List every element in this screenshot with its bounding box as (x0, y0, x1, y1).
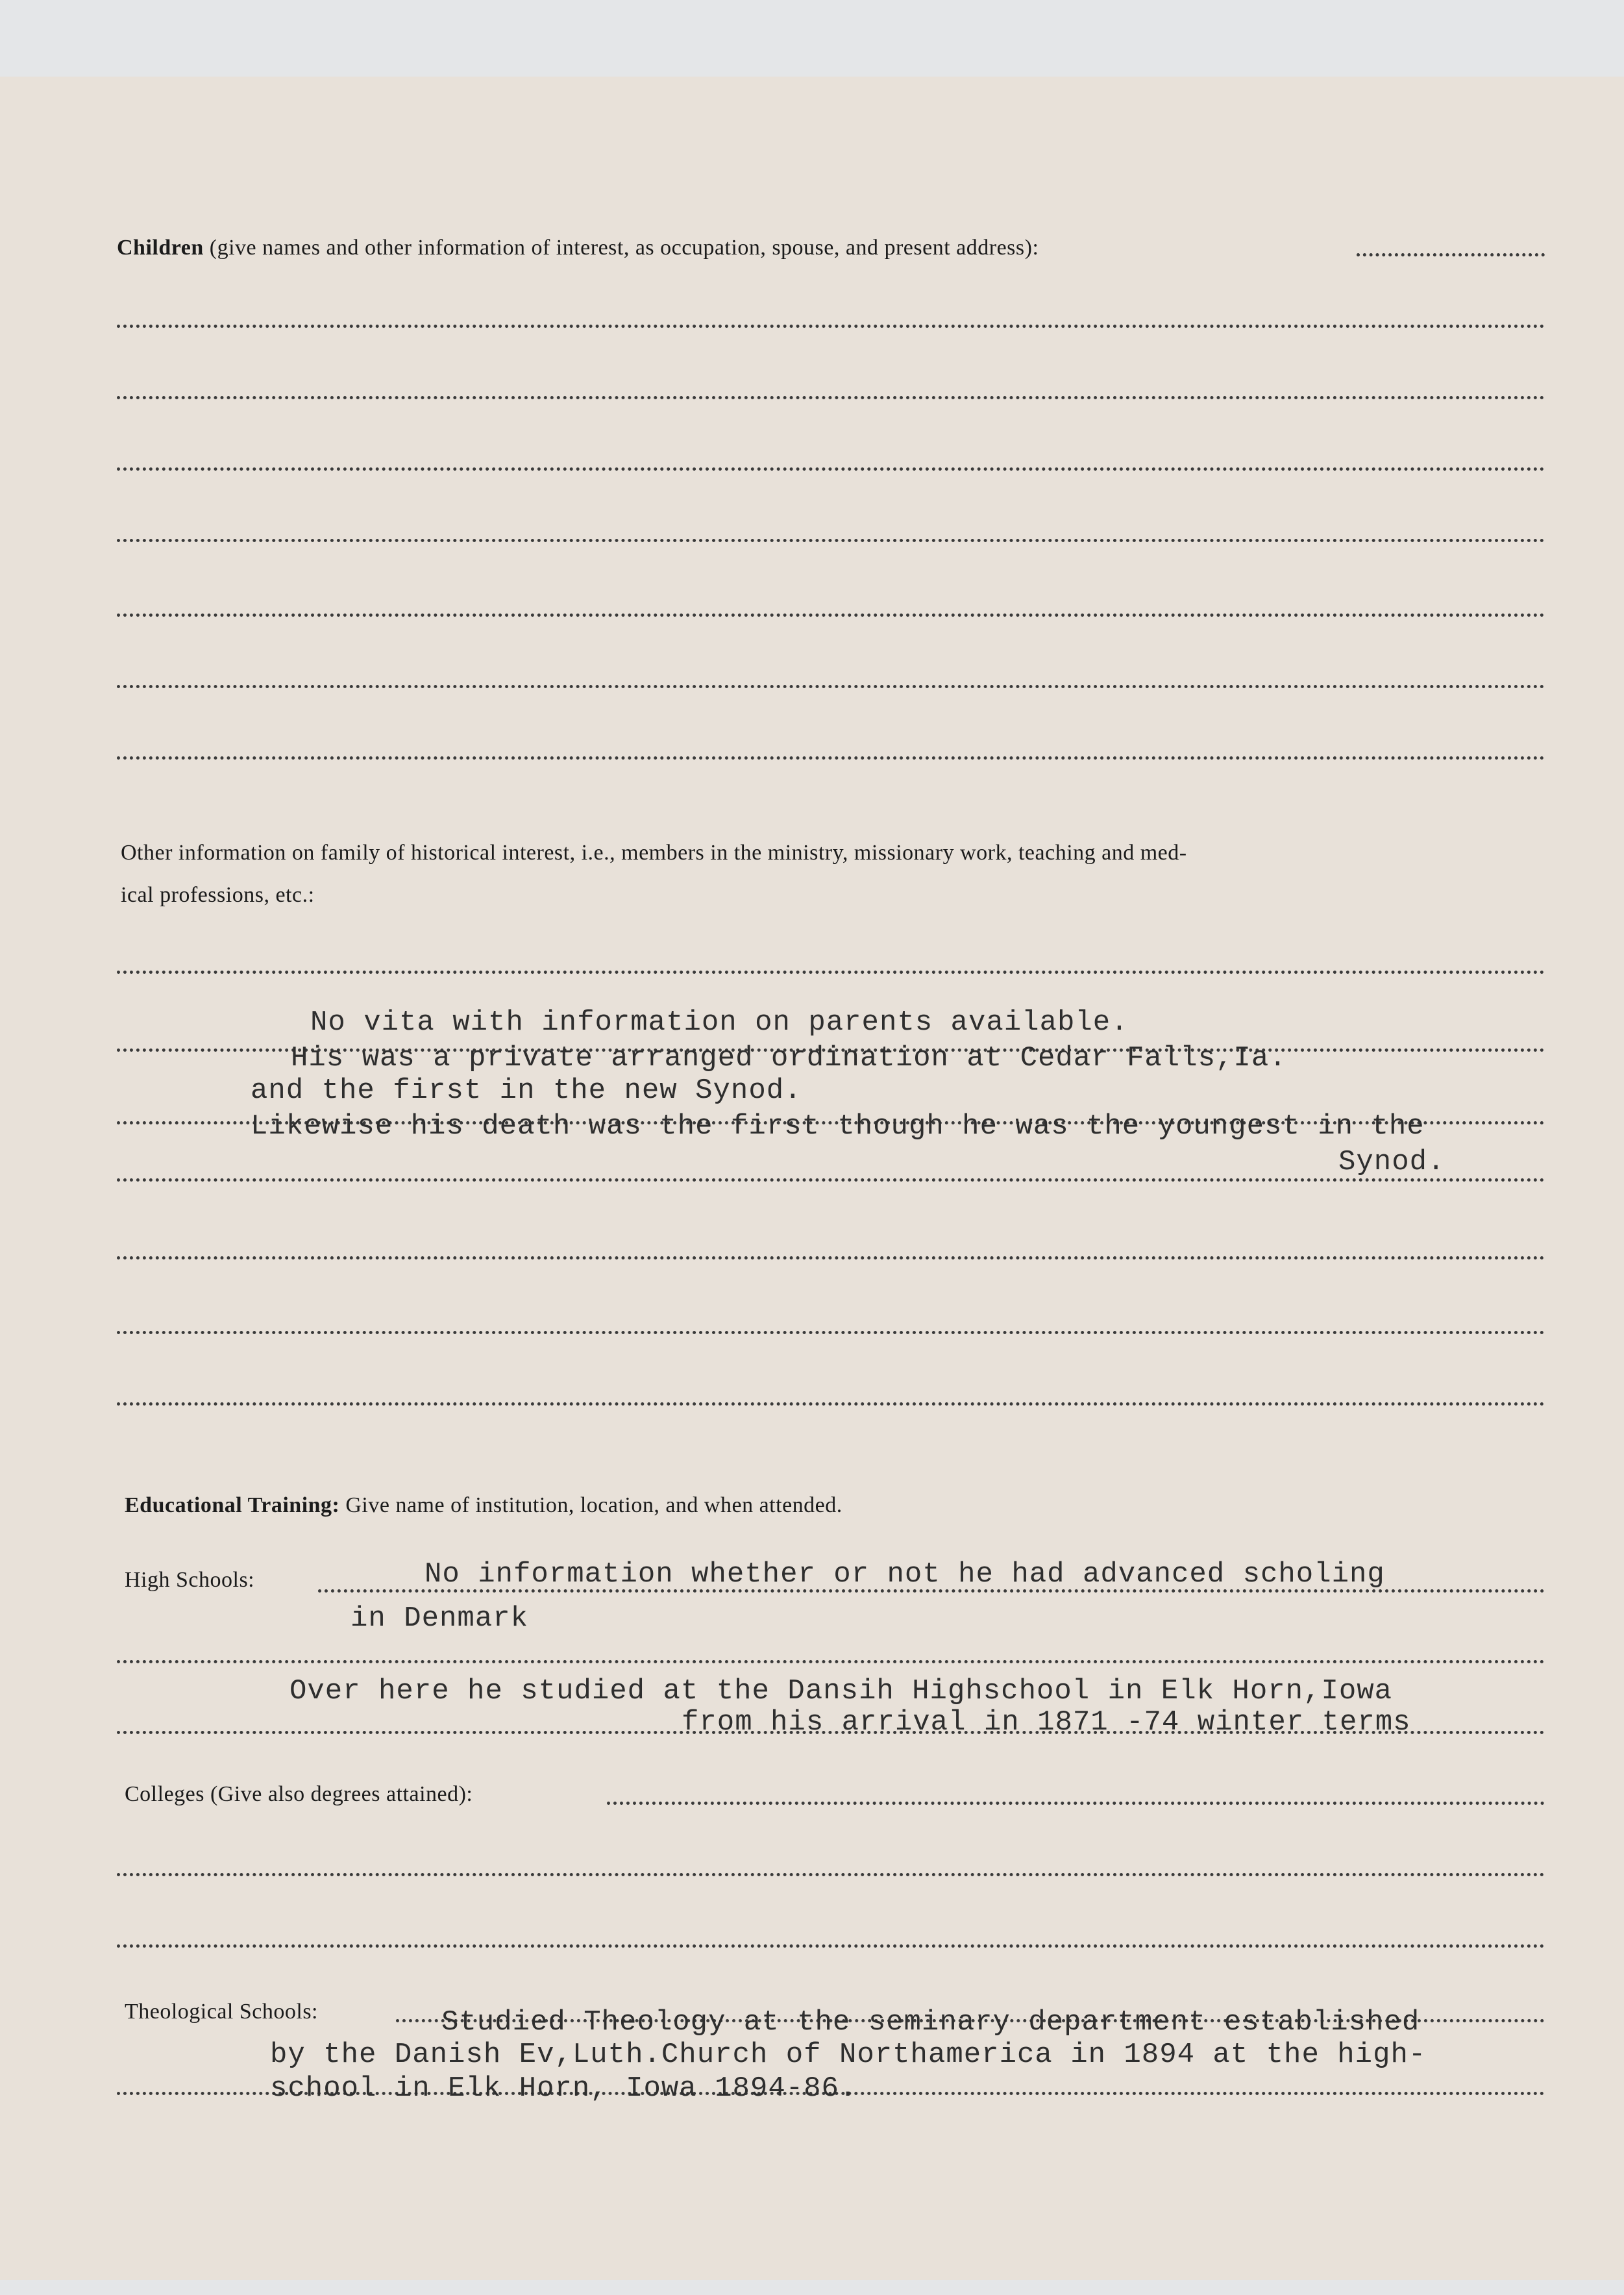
children-heading (117, 236, 1039, 260)
other-info-typed-line3: and the first in the new Synod. (251, 1074, 802, 1107)
colleges-answer-line-3 (117, 1944, 1545, 1948)
children-answer-line-4 (117, 539, 1545, 542)
children-answer-line-0 (1357, 253, 1545, 256)
children-answer-line-7 (117, 756, 1545, 760)
theological-typed-line2: by the Danish Ev,Luth.Church of Northamerica in 1894 at the high- (270, 2039, 1427, 2071)
other-info-answer-line-1 (117, 971, 1545, 974)
high-schools-typed-line1: No information whether or not he had advanced scholing (424, 1558, 1385, 1591)
other-info-answer-line-5 (117, 1256, 1545, 1259)
education-heading-rest: Give name of institution, location, and when attended. (345, 1493, 843, 1517)
other-info-typed-line1: No vita with information on parents available. (310, 1006, 1129, 1039)
children-answer-line-1 (117, 325, 1545, 328)
scan-bottom-edge (0, 2280, 1624, 2295)
other-info-prompt-line1: Other information on family of historical interest, i.e., members in the ministry, missionary work, teaching and med- (121, 841, 1187, 865)
colleges-answer-line-2 (117, 1873, 1545, 1876)
other-info-answer-line-7 (117, 1402, 1545, 1406)
high-schools-answer-line-2 (117, 1660, 1545, 1663)
theological-typed-line1: Studied Theology at the seminary department established (441, 2006, 1420, 2039)
other-info-typed-line2: His was a private arranged ordination at Cedar Falls,Ia. (291, 1042, 1287, 1074)
high-schools-typed-line4: from his arrival in 1871 -74 winter terms (682, 1706, 1411, 1739)
children-answer-line-2 (117, 396, 1545, 399)
theological-schools-label: Theological Schools: (125, 2000, 319, 2024)
questionnaire-page (0, 77, 1624, 2287)
children-answer-line-3 (117, 467, 1545, 471)
children-prompt: (give names and other information of interest, as occupation, spouse, and present address): (209, 236, 1039, 260)
other-info-typed-line4: Likewise his death was the first though he was the youngest in the (251, 1110, 1425, 1143)
scan-top-edge (0, 0, 1624, 80)
children-answer-line-6 (117, 685, 1545, 688)
other-info-prompt-line2: ical professions, etc.: (121, 883, 315, 907)
colleges-answer-line-1 (607, 1802, 1545, 1805)
education-heading-bold: Educational Training: (125, 1493, 340, 1517)
high-schools-label: High Schools: (125, 1568, 255, 1592)
education-heading (125, 1493, 843, 1518)
theological-typed-line3: school in Elk Horn, Iowa 1894-86. (270, 2072, 857, 2105)
other-info-typed-line5: Synod. (1338, 1146, 1446, 1178)
other-info-answer-line-4 (117, 1178, 1545, 1182)
other-info-answer-line-6 (117, 1331, 1545, 1334)
high-schools-typed-line2: in Denmark (351, 1602, 529, 1635)
children-label: Children (117, 236, 204, 260)
high-schools-typed-line3: Over here he studied at the Dansih Highschool in Elk Horn,Iowa (289, 1675, 1393, 1707)
children-answer-line-5 (117, 614, 1545, 617)
colleges-label: Colleges (Give also degrees attained): (125, 1782, 473, 1806)
